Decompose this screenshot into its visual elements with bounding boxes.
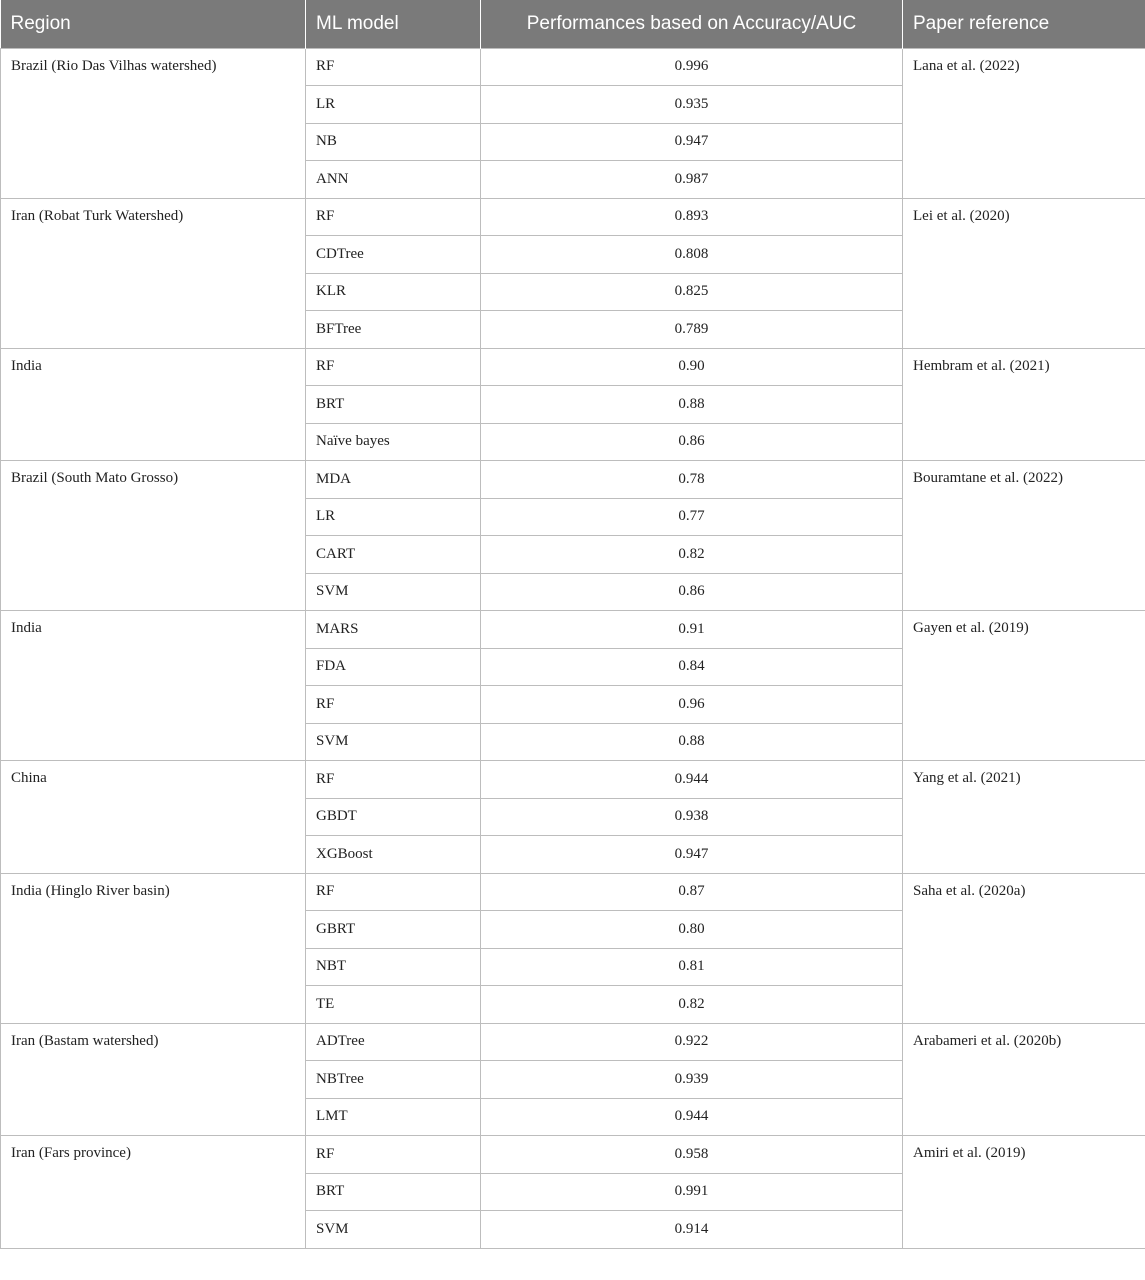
model-cell: CART — [306, 536, 481, 574]
performance-cell: 0.80 — [481, 911, 903, 949]
model-cell: RF — [306, 198, 481, 236]
table-row — [1, 761, 1145, 799]
performance-cell: 0.808 — [481, 236, 903, 274]
performance-cell: 0.935 — [481, 86, 903, 124]
model-cell: RF — [306, 1136, 481, 1174]
performance-cell: 0.86 — [481, 573, 903, 611]
performance-cell: 0.939 — [481, 1061, 903, 1099]
performance-cell: 0.86 — [481, 423, 903, 461]
performance-cell: 0.96 — [481, 686, 903, 724]
reference-cell: Lana et al. (2022) — [903, 48, 1145, 198]
region-cell: India — [1, 611, 306, 761]
performance-cell: 0.944 — [481, 761, 903, 799]
model-cell: RF — [306, 761, 481, 799]
performance-cell: 0.914 — [481, 1211, 903, 1249]
model-cell: GBDT — [306, 798, 481, 836]
performance-cell: 0.922 — [481, 1023, 903, 1061]
model-cell: NB — [306, 123, 481, 161]
header-ml-model: ML model — [306, 0, 481, 48]
table-row — [1, 873, 1145, 911]
performance-cell: 0.91 — [481, 611, 903, 649]
performance-cell: 0.893 — [481, 198, 903, 236]
model-cell: FDA — [306, 648, 481, 686]
reference-cell: Saha et al. (2020a) — [903, 873, 1145, 1023]
model-cell: MARS — [306, 611, 481, 649]
reference-cell: Amiri et al. (2019) — [903, 1136, 1145, 1249]
reference-cell: Hembram et al. (2021) — [903, 348, 1145, 461]
model-cell: CDTree — [306, 236, 481, 274]
model-cell: RF — [306, 48, 481, 86]
performance-cell: 0.947 — [481, 123, 903, 161]
header-paper-reference: Paper reference — [903, 0, 1145, 48]
region-cell: Brazil (Rio Das Vilhas watershed) — [1, 48, 306, 198]
model-cell: RF — [306, 686, 481, 724]
header-region: Region — [1, 0, 306, 48]
model-cell: SVM — [306, 723, 481, 761]
model-cell: LMT — [306, 1098, 481, 1136]
performance-cell: 0.825 — [481, 273, 903, 311]
model-cell: Naïve bayes — [306, 423, 481, 461]
table-row — [1, 48, 1145, 86]
table-row — [1, 1023, 1145, 1061]
model-cell: SVM — [306, 573, 481, 611]
model-cell: ANN — [306, 161, 481, 199]
model-cell: MDA — [306, 461, 481, 499]
model-cell: RF — [306, 348, 481, 386]
region-cell: India (Hinglo River basin) — [1, 873, 306, 1023]
model-cell: SVM — [306, 1211, 481, 1249]
model-cell: TE — [306, 986, 481, 1024]
reference-cell: Bouramtane et al. (2022) — [903, 461, 1145, 611]
table-row — [1, 198, 1145, 236]
model-cell: ADTree — [306, 1023, 481, 1061]
performance-cell: 0.90 — [481, 348, 903, 386]
table-body — [1, 48, 1145, 1248]
performance-cell: 0.958 — [481, 1136, 903, 1174]
model-cell: BRT — [306, 1173, 481, 1211]
region-cell: Iran (Robat Turk Watershed) — [1, 198, 306, 348]
model-cell: NBT — [306, 948, 481, 986]
performance-cell: 0.944 — [481, 1098, 903, 1136]
table-row — [1, 1136, 1145, 1174]
reference-cell: Gayen et al. (2019) — [903, 611, 1145, 761]
performance-cell: 0.77 — [481, 498, 903, 536]
performance-cell: 0.88 — [481, 723, 903, 761]
model-cell: GBRT — [306, 911, 481, 949]
reference-cell: Lei et al. (2020) — [903, 198, 1145, 348]
model-cell: XGBoost — [306, 836, 481, 874]
table-row — [1, 348, 1145, 386]
region-cell: India — [1, 348, 306, 461]
performance-cell: 0.88 — [481, 386, 903, 424]
region-cell: Brazil (South Mato Grosso) — [1, 461, 306, 611]
model-cell: KLR — [306, 273, 481, 311]
reference-cell: Yang et al. (2021) — [903, 761, 1145, 874]
performance-cell: 0.81 — [481, 948, 903, 986]
performance-cell: 0.82 — [481, 536, 903, 574]
performance-cell: 0.82 — [481, 986, 903, 1024]
table-row — [1, 611, 1145, 649]
table-header — [1, 0, 1145, 48]
performance-cell: 0.947 — [481, 836, 903, 874]
region-cell: Iran (Bastam watershed) — [1, 1023, 306, 1136]
model-cell: BFTree — [306, 311, 481, 349]
model-cell: BRT — [306, 386, 481, 424]
model-cell: RF — [306, 873, 481, 911]
header-performance: Performances based on Accuracy/AUC — [481, 0, 903, 48]
performance-cell: 0.78 — [481, 461, 903, 499]
performance-cell: 0.938 — [481, 798, 903, 836]
performance-cell: 0.87 — [481, 873, 903, 911]
model-cell: NBTree — [306, 1061, 481, 1099]
performance-cell: 0.991 — [481, 1173, 903, 1211]
performance-cell: 0.996 — [481, 48, 903, 86]
region-cell: China — [1, 761, 306, 874]
performance-cell: 0.789 — [481, 311, 903, 349]
model-cell: LR — [306, 86, 481, 124]
header-row — [1, 0, 1145, 48]
model-cell: LR — [306, 498, 481, 536]
performance-cell: 0.987 — [481, 161, 903, 199]
table-row — [1, 461, 1145, 499]
performance-cell: 0.84 — [481, 648, 903, 686]
reference-cell: Arabameri et al. (2020b) — [903, 1023, 1145, 1136]
region-cell: Iran (Fars province) — [1, 1136, 306, 1249]
